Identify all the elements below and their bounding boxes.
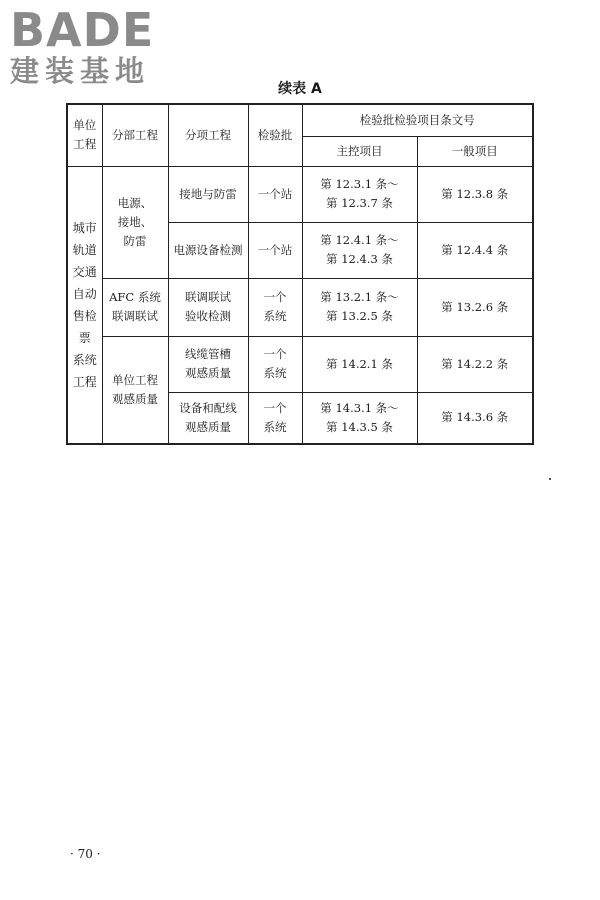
header-batch: 检验批 bbox=[248, 104, 302, 166]
general-clause-cell: 第 14.2.2 条 bbox=[417, 336, 533, 392]
header-general: 一般项目 bbox=[417, 136, 533, 166]
table-title: 续表 A bbox=[278, 81, 322, 97]
batch-cell: 一个 系统 bbox=[248, 392, 302, 444]
header-subdivision: 分项工程 bbox=[168, 104, 248, 166]
table-row bbox=[67, 278, 533, 336]
page-number: · 70 · bbox=[70, 847, 101, 861]
logo-bottom-text: 建装基地 bbox=[10, 54, 151, 88]
main-clause-cell: 第 13.2.1 条～ 第 13.2.5 条 bbox=[302, 278, 417, 336]
batch-cell: 一个 系统 bbox=[248, 278, 302, 336]
header-row-1 bbox=[67, 104, 533, 136]
general-clause-cell: 第 12.4.4 条 bbox=[417, 222, 533, 278]
general-clause-cell: 第 14.3.6 条 bbox=[417, 392, 533, 444]
logo-top-text: BADE bbox=[10, 3, 155, 57]
inspection-table bbox=[66, 103, 534, 445]
subdivision-cell: 设备和配线 观感质量 bbox=[168, 392, 248, 444]
main-clause-cell: 第 12.3.1 条～ 第 12.3.7 条 bbox=[302, 166, 417, 222]
subdivision-cell: 联调联试 验收检测 bbox=[168, 278, 248, 336]
subdivision-cell: 接地与防雷 bbox=[168, 166, 248, 222]
general-clause-cell: 第 13.2.6 条 bbox=[417, 278, 533, 336]
main-clause-cell: 第 12.4.1 条～ 第 12.4.3 条 bbox=[302, 222, 417, 278]
batch-cell: 一个 系统 bbox=[248, 336, 302, 392]
watermark-logo bbox=[10, 3, 175, 88]
header-clause-group: 检验批检验项目条文号 bbox=[302, 104, 533, 136]
header-unit: 单位 工程 bbox=[67, 104, 102, 166]
subdivision-cell: 线缆管槽 观感质量 bbox=[168, 336, 248, 392]
batch-cell: 一个站 bbox=[248, 222, 302, 278]
general-clause-cell: 第 12.3.8 条 bbox=[417, 166, 533, 222]
stray-dot bbox=[549, 478, 551, 480]
header-main: 主控项目 bbox=[302, 136, 417, 166]
main-clause-cell: 第 14.2.1 条 bbox=[302, 336, 417, 392]
table-row bbox=[67, 166, 533, 222]
division-cell: AFC 系统 联调联试 bbox=[102, 278, 168, 336]
table-row bbox=[67, 336, 533, 392]
division-cell: 电源、 接地、 防雷 bbox=[102, 166, 168, 278]
subdivision-cell: 电源设备检测 bbox=[168, 222, 248, 278]
unit-project-cell: 城市 轨道 交通 自动 售检 票 系统 工程 bbox=[67, 166, 102, 444]
batch-cell: 一个站 bbox=[248, 166, 302, 222]
header-division: 分部工程 bbox=[102, 104, 168, 166]
main-clause-cell: 第 14.3.1 条～ 第 14.3.5 条 bbox=[302, 392, 417, 444]
division-cell: 单位工程 观感质量 bbox=[102, 336, 168, 444]
